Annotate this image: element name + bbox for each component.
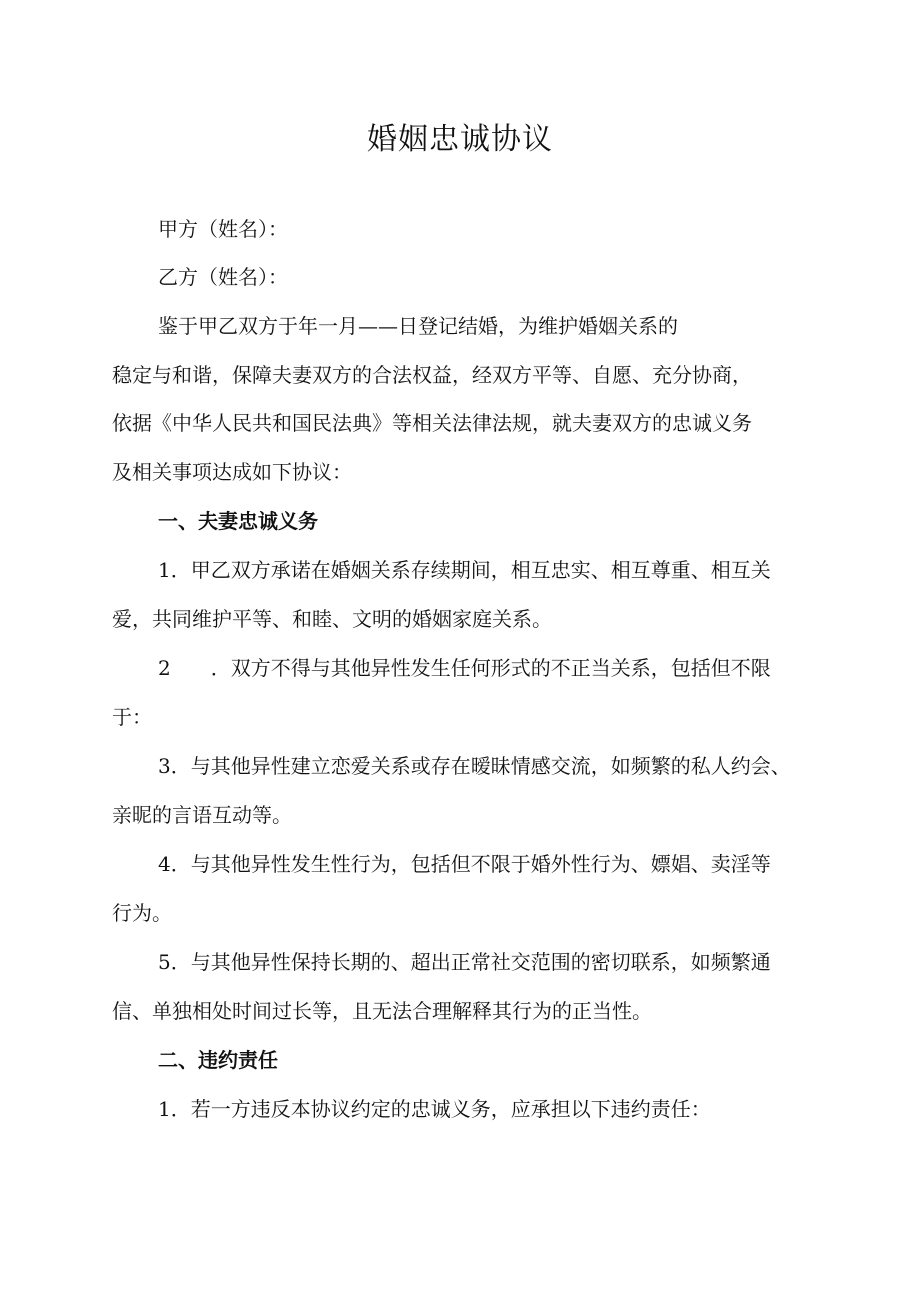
party-b-line: 乙方（姓名）： — [158, 265, 288, 289]
section-1-item-1-line-1: 1．甲乙双方承诺在婚姻关系存续期间，相互忠实、相互尊重、相互关 — [158, 558, 771, 582]
preamble-line-4: 及相关事项达成如下协议： — [112, 460, 352, 484]
section-1-item-3-line-1: 3．与其他异性建立恋爱关系或存在暧昧情感交流，如频繁的私人约会、 — [158, 754, 791, 778]
section-1-heading: 一、夫妻忠诚义务 — [158, 509, 318, 533]
section-1-item-4-line-1: 4．与其他异性发生性行为，包括但不限于婚外性行为、嫖娼、卖淫等 — [158, 852, 771, 876]
section-1-item-2-line-1: 2 ．双方不得与其他异性发生任何形式的不正当关系，包括但不限 — [158, 656, 771, 680]
section-1-item-2-line-2: 于： — [112, 705, 152, 729]
document-title: 婚姻忠诚协议 — [367, 122, 553, 157]
section-2-item-1-line-1: 1．若一方违反本协议约定的忠诚义务，应承担以下违约责任： — [158, 1097, 711, 1121]
preamble-line-3: 依据《中华人民共和国民法典》等相关法律法规，就夫妻双方的忠诚义务 — [112, 411, 752, 435]
section-1-item-1-line-2: 爱，共同维护平等、和睦、文明的婚姻家庭关系。 — [112, 607, 552, 631]
section-2-heading: 二、违约责任 — [158, 1048, 278, 1072]
section-1-item-5-line-2: 信、单独相处时间过长等，且无法合理解释其行为的正当性。 — [112, 999, 652, 1023]
preamble-line-2: 稳定与和谐，保障夫妻双方的合法权益，经双方平等、自愿、充分协商， — [112, 363, 752, 387]
party-a-line: 甲方（姓名）： — [158, 217, 288, 241]
section-1-item-4-line-2: 行为。 — [112, 901, 172, 925]
preamble-line-1: 鉴于甲乙双方于年一月——日登记结婚，为维护婚姻关系的 — [158, 314, 678, 338]
section-1-item-3-line-2: 亲昵的言语互动等。 — [112, 803, 292, 827]
section-1-item-5-line-1: 5．与其他异性保持长期的、超出正常社交范围的密切联系，如频繁通 — [158, 950, 771, 974]
